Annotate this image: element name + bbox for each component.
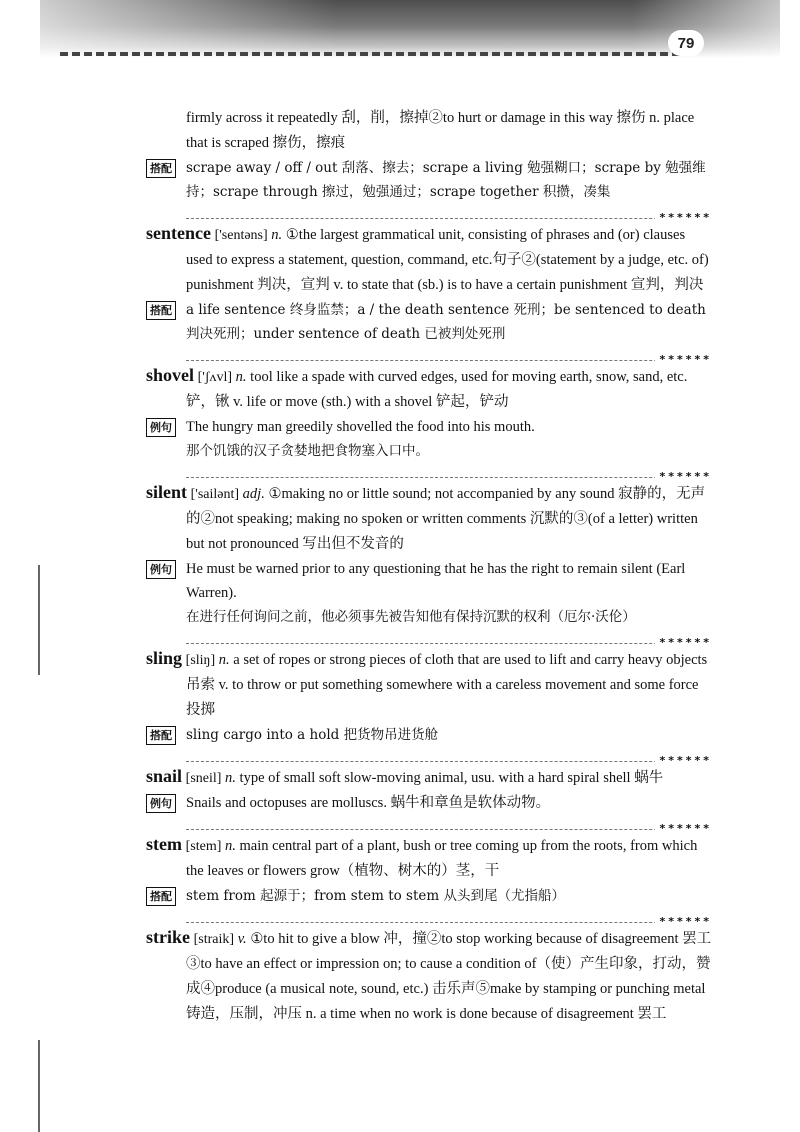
collocation-line bbox=[146, 298, 712, 346]
collocation-text: stem from 起源于；from stem to stem 从头到尾（尤指船） bbox=[186, 888, 565, 904]
pronunciation: ['sailənt] bbox=[190, 487, 240, 502]
entry-shovel bbox=[146, 363, 712, 483]
entry-stem bbox=[146, 832, 712, 928]
example-translation: 在进行任何询问之前，他必须事先被告知他有保持沉默的权利（厄尔·沃伦） bbox=[186, 609, 636, 625]
entry-separator: ****** bbox=[186, 463, 712, 478]
part-of-speech: n. bbox=[235, 369, 247, 385]
entry-sling bbox=[146, 646, 712, 767]
entry-definition bbox=[146, 363, 712, 415]
dictionary-page bbox=[146, 106, 712, 1029]
entry-separator: ****** bbox=[186, 629, 712, 644]
entry-separator: ****** bbox=[186, 747, 712, 762]
part-of-speech: adj. bbox=[242, 486, 265, 502]
page-number: 79 bbox=[668, 30, 704, 56]
example-tag: 例句 bbox=[146, 794, 176, 813]
collocation-line bbox=[146, 884, 712, 908]
headword: sling bbox=[146, 648, 183, 668]
part-of-speech: v. bbox=[237, 931, 247, 947]
example-line bbox=[146, 415, 712, 439]
pronunciation: [sneil] bbox=[185, 771, 222, 786]
example-line bbox=[146, 791, 712, 815]
part-of-speech: n. bbox=[225, 838, 236, 854]
collocation-tag: 搭配 bbox=[146, 726, 176, 745]
part-of-speech: n. bbox=[225, 770, 236, 786]
example-translation: 那个饥饿的汉子贪婪地把食物塞入口中。 bbox=[186, 443, 429, 459]
headword: shovel bbox=[146, 365, 195, 385]
entry-silent bbox=[146, 480, 712, 649]
definition-text: ①to hit to give a blow 冲，撞②to stop working because of disagreement 罢工③to have an effect or impression on; to cause a condition of（使）产生印象，打动，赞成④produce (a musical note, sound, etc.) 击乐声⑤make by stamping or punching metal 铸造，压制，冲压 n. a time when no work is done because of disagreement 罢工 bbox=[186, 931, 712, 1022]
header-dashed-rule bbox=[60, 52, 680, 56]
definition-text: type of small soft slow-moving animal, usu. with a hard spiral shell 蜗牛 bbox=[239, 770, 664, 786]
entry-strike bbox=[146, 925, 712, 1027]
headword: strike bbox=[146, 927, 190, 947]
collocation-text: a life sentence 终身监禁；a / the death sentence 死刑；be sentenced to death 判决死刑；under sentence of death 已被判处死刑 bbox=[186, 302, 706, 342]
entry-definition bbox=[146, 925, 712, 1027]
example-text: He must be warned prior to any questioning that he has the right to remain silent (Earl Warren). bbox=[186, 561, 686, 601]
collocation-text: scrape away / off / out 刮落、擦去；scrape a living 勉强糊口；scrape by 勉强维持；scrape through 擦过，勉强通过；scrape together 积攒，凑集 bbox=[186, 160, 706, 200]
entry-separator: ****** bbox=[186, 908, 712, 923]
pronunciation: ['sentəns] bbox=[214, 228, 268, 243]
collocation-tag: 搭配 bbox=[146, 301, 176, 320]
definition-text: ①the largest grammatical unit, consisting of phrases and (or) clauses used to express a statement, question, command, etc.句子②(statement by a judge, etc. of) punishment 判决，宣判 v. to state that (sb.) is to have a certain punishment 宣判，判决 bbox=[186, 227, 709, 293]
definition-text: a set of ropes or strong pieces of cloth that are used to lift and carry heavy objects 吊索 v. to throw or put something somewhere with a careless movement and some force 投掷 bbox=[186, 652, 708, 718]
headword: snail bbox=[146, 766, 183, 786]
pronunciation: [stem] bbox=[185, 839, 222, 854]
pronunciation: ['ʃʌvl] bbox=[197, 370, 233, 385]
part-of-speech: n. bbox=[271, 227, 283, 243]
entry-definition bbox=[146, 480, 712, 557]
headword: silent bbox=[146, 482, 188, 502]
entry-definition bbox=[146, 832, 712, 884]
pronunciation: [straik] bbox=[193, 932, 235, 947]
part-of-speech: n. bbox=[218, 652, 230, 668]
entry-definition bbox=[146, 221, 712, 298]
collocation-line bbox=[146, 723, 712, 747]
entry-definition bbox=[146, 764, 712, 791]
example-tag: 例句 bbox=[146, 560, 176, 579]
entry-snail bbox=[146, 764, 712, 835]
definition-text: main central part of a plant, bush or tree coming up from the roots, from which the leaves or flowers grow（植物、树木的）茎，干 bbox=[186, 838, 698, 879]
example-text: The hungry man greedily shovelled the food into his mouth. bbox=[186, 419, 535, 435]
continued-definition: firmly across it repeatedly 刮，削，擦掉②to hurt or damage in this way 擦伤 n. place that is scraped 擦伤，擦痕 bbox=[186, 110, 695, 151]
entry-separator: ****** bbox=[186, 346, 712, 361]
entry-separator: ****** bbox=[186, 204, 712, 219]
example-text: Snails and octopuses are molluscs. 蜗牛和章鱼是软体动物。 bbox=[186, 795, 551, 811]
margin-line bbox=[38, 565, 40, 675]
pronunciation: [sliŋ] bbox=[185, 653, 216, 668]
definition-text: ①making no or little sound; not accompanied by any sound 寂静的，无声的②not speaking; making no spoken or written comments 沉默的③(of a letter) written but not pronounced 写出但不发音的 bbox=[186, 486, 706, 552]
headword: stem bbox=[146, 834, 182, 854]
collocation-line bbox=[146, 156, 712, 204]
collocation-tag: 搭配 bbox=[146, 159, 176, 178]
entry-definition bbox=[146, 646, 712, 723]
entry-scrape-continued bbox=[146, 106, 712, 224]
collocation-text: sling cargo into a hold 把货物吊进货舱 bbox=[186, 727, 439, 743]
margin-line bbox=[38, 1040, 40, 1132]
definition-text: tool like a spade with curved edges, used for moving earth, snow, sand, etc. 铲，锹 v. life or move (sth.) with a shovel 铲起，铲动 bbox=[186, 369, 688, 410]
example-tag: 例句 bbox=[146, 418, 176, 437]
headword: sentence bbox=[146, 223, 211, 243]
entry-sentence bbox=[146, 221, 712, 366]
example-line bbox=[146, 557, 712, 605]
entry-separator: ****** bbox=[186, 815, 712, 830]
collocation-tag: 搭配 bbox=[146, 887, 176, 906]
